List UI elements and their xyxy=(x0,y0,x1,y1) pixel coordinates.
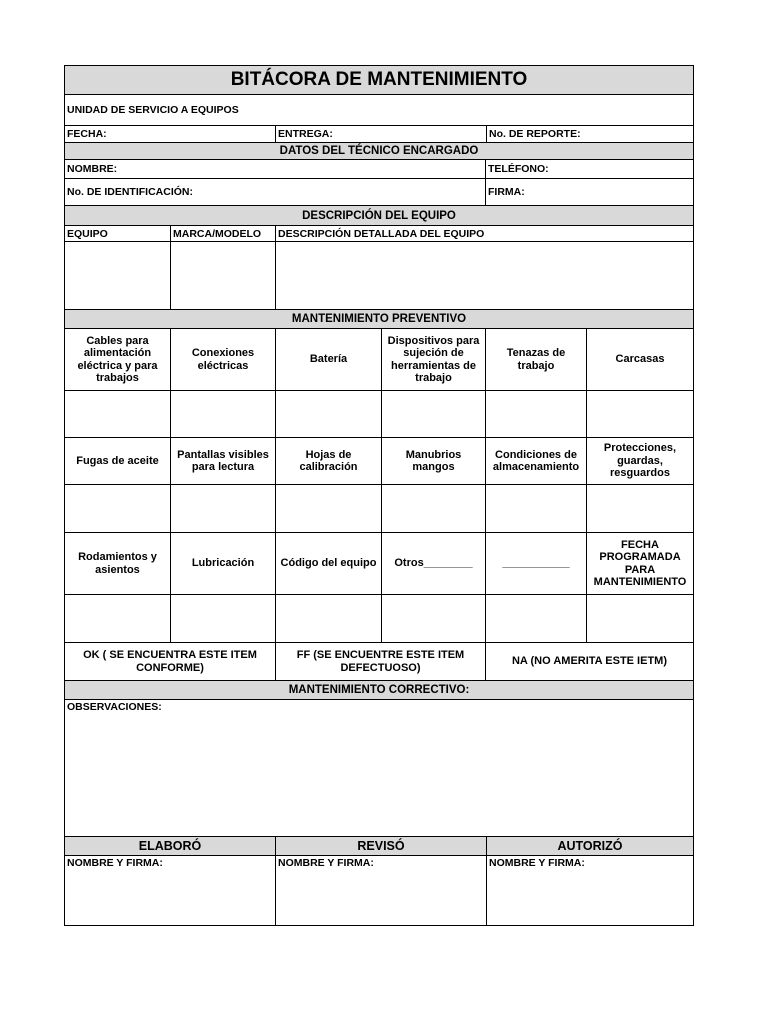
signatures-row xyxy=(64,856,694,926)
technician-id-field[interactable]: No. DE IDENTIFICACIÓN: xyxy=(65,179,486,205)
check-cell[interactable] xyxy=(382,391,486,437)
check-cell[interactable] xyxy=(65,391,171,437)
maintenance-log-form xyxy=(64,65,694,926)
report-number-field[interactable]: No. DE REPORTE: xyxy=(489,128,581,140)
authorized-by-signature-field[interactable]: NOMBRE Y FIRMA: xyxy=(489,857,585,869)
date-field[interactable]: FECHA: xyxy=(65,126,276,142)
preventive-item: Pantallas visibles para lectura xyxy=(171,438,276,484)
legend-row xyxy=(64,643,694,681)
equipment-header-row xyxy=(64,226,694,242)
brand-model-column-header: MARCA/MODELO xyxy=(171,226,276,241)
check-cell[interactable] xyxy=(171,595,276,642)
form-title: BITÁCORA DE MANTENIMIENTO xyxy=(64,65,694,95)
check-cell[interactable] xyxy=(587,485,693,532)
reviewed-by-header: REVISÓ xyxy=(276,837,487,855)
technician-phone-field[interactable]: TELÉFONO: xyxy=(488,163,549,175)
service-unit-label: UNIDAD DE SERVICIO A EQUIPOS xyxy=(64,95,694,126)
preventive-item: Condiciones de almacenamiento xyxy=(486,438,587,484)
preventive-item: Batería xyxy=(276,329,382,390)
preventive-item: Dispositivos para sujeción de herramientas de trabajo xyxy=(382,329,486,390)
check-cell[interactable] xyxy=(171,485,276,532)
check-cell[interactable] xyxy=(65,595,171,642)
brand-model-input-cell[interactable] xyxy=(171,242,276,309)
equipment-column-header: EQUIPO xyxy=(65,226,171,241)
preventive-item: Hojas de calibración xyxy=(276,438,382,484)
preventive-item: FECHA PROGRAMADA PARA MANTENIMIENTO xyxy=(593,538,687,588)
authorized-by-header: AUTORIZÓ xyxy=(557,839,623,853)
preventive-items-row-3 xyxy=(64,533,694,595)
description-column-header: DESCRIPCIÓN DETALLADA DEL EQUIPO xyxy=(278,227,485,240)
check-cell[interactable] xyxy=(171,391,276,437)
check-cell[interactable] xyxy=(276,595,382,642)
corrective-section-header: MANTENIMIENTO CORRECTIVO: xyxy=(64,681,694,700)
preventive-check-row-1 xyxy=(64,391,694,438)
check-cell[interactable] xyxy=(382,595,486,642)
description-input-cell[interactable] xyxy=(276,242,693,309)
prepared-by-signature-field[interactable]: NOMBRE Y FIRMA: xyxy=(65,856,276,925)
reviewed-by-signature-field[interactable]: NOMBRE Y FIRMA: xyxy=(276,856,487,925)
preventive-item: Otros________ xyxy=(382,533,486,594)
preventive-item: Manubrios mangos xyxy=(382,438,486,484)
preventive-item: Lubricación xyxy=(171,533,276,594)
check-cell[interactable] xyxy=(587,595,693,642)
preventive-item: Conexiones eléctricas xyxy=(171,329,276,390)
preventive-item: Carcasas xyxy=(615,353,665,366)
legend-na: NA (NO AMERITA ESTE IETM) xyxy=(511,655,667,668)
preventive-item: Rodamientos y asientos xyxy=(65,533,171,594)
equipment-input-cell[interactable] xyxy=(65,242,171,309)
header-fields-row xyxy=(64,126,694,143)
preventive-item: Fugas de aceite xyxy=(65,438,171,484)
preventive-item: Cables para alimentación eléctrica y para trabajos xyxy=(65,329,171,390)
check-cell[interactable] xyxy=(486,391,587,437)
legend-ff: FF (SE ENCUENTRE ESTE ITEM DEFECTUOSO) xyxy=(276,643,486,680)
preventive-item: Protecciones, guardas, resguardos xyxy=(603,442,677,480)
technician-name-field[interactable]: NOMBRE: xyxy=(65,160,486,178)
preventive-items-row-1 xyxy=(64,329,694,391)
observations-field[interactable]: OBSERVACIONES: xyxy=(64,700,694,837)
check-cell[interactable] xyxy=(486,595,587,642)
preventive-section-header: MANTENIMIENTO PREVENTIVO xyxy=(64,310,694,329)
signatures-header-row xyxy=(64,837,694,856)
technician-row-2 xyxy=(64,179,694,206)
preventive-items-row-2 xyxy=(64,438,694,485)
check-cell[interactable] xyxy=(276,391,382,437)
check-cell[interactable] xyxy=(486,485,587,532)
check-cell[interactable] xyxy=(382,485,486,532)
delivery-field[interactable]: ENTREGA: xyxy=(276,126,487,142)
technician-row-1 xyxy=(64,160,694,179)
technician-section-header: DATOS DEL TÉCNICO ENCARGADO xyxy=(64,143,694,160)
equipment-entry-row xyxy=(64,242,694,310)
preventive-item: ___________ xyxy=(486,533,587,594)
check-cell[interactable] xyxy=(587,391,693,437)
preventive-item: Tenazas de trabajo xyxy=(486,329,587,390)
check-cell[interactable] xyxy=(65,485,171,532)
legend-ok: OK ( SE ENCUENTRA ESTE ITEM CONFORME) xyxy=(65,643,276,680)
preventive-item: Código del equipo xyxy=(276,533,382,594)
equipment-section-header: DESCRIPCIÓN DEL EQUIPO xyxy=(64,206,694,226)
prepared-by-header: ELABORÓ xyxy=(65,837,276,855)
check-cell[interactable] xyxy=(276,485,382,532)
technician-signature-field[interactable]: FIRMA: xyxy=(488,186,525,198)
preventive-check-row-3 xyxy=(64,595,694,643)
preventive-check-row-2 xyxy=(64,485,694,533)
